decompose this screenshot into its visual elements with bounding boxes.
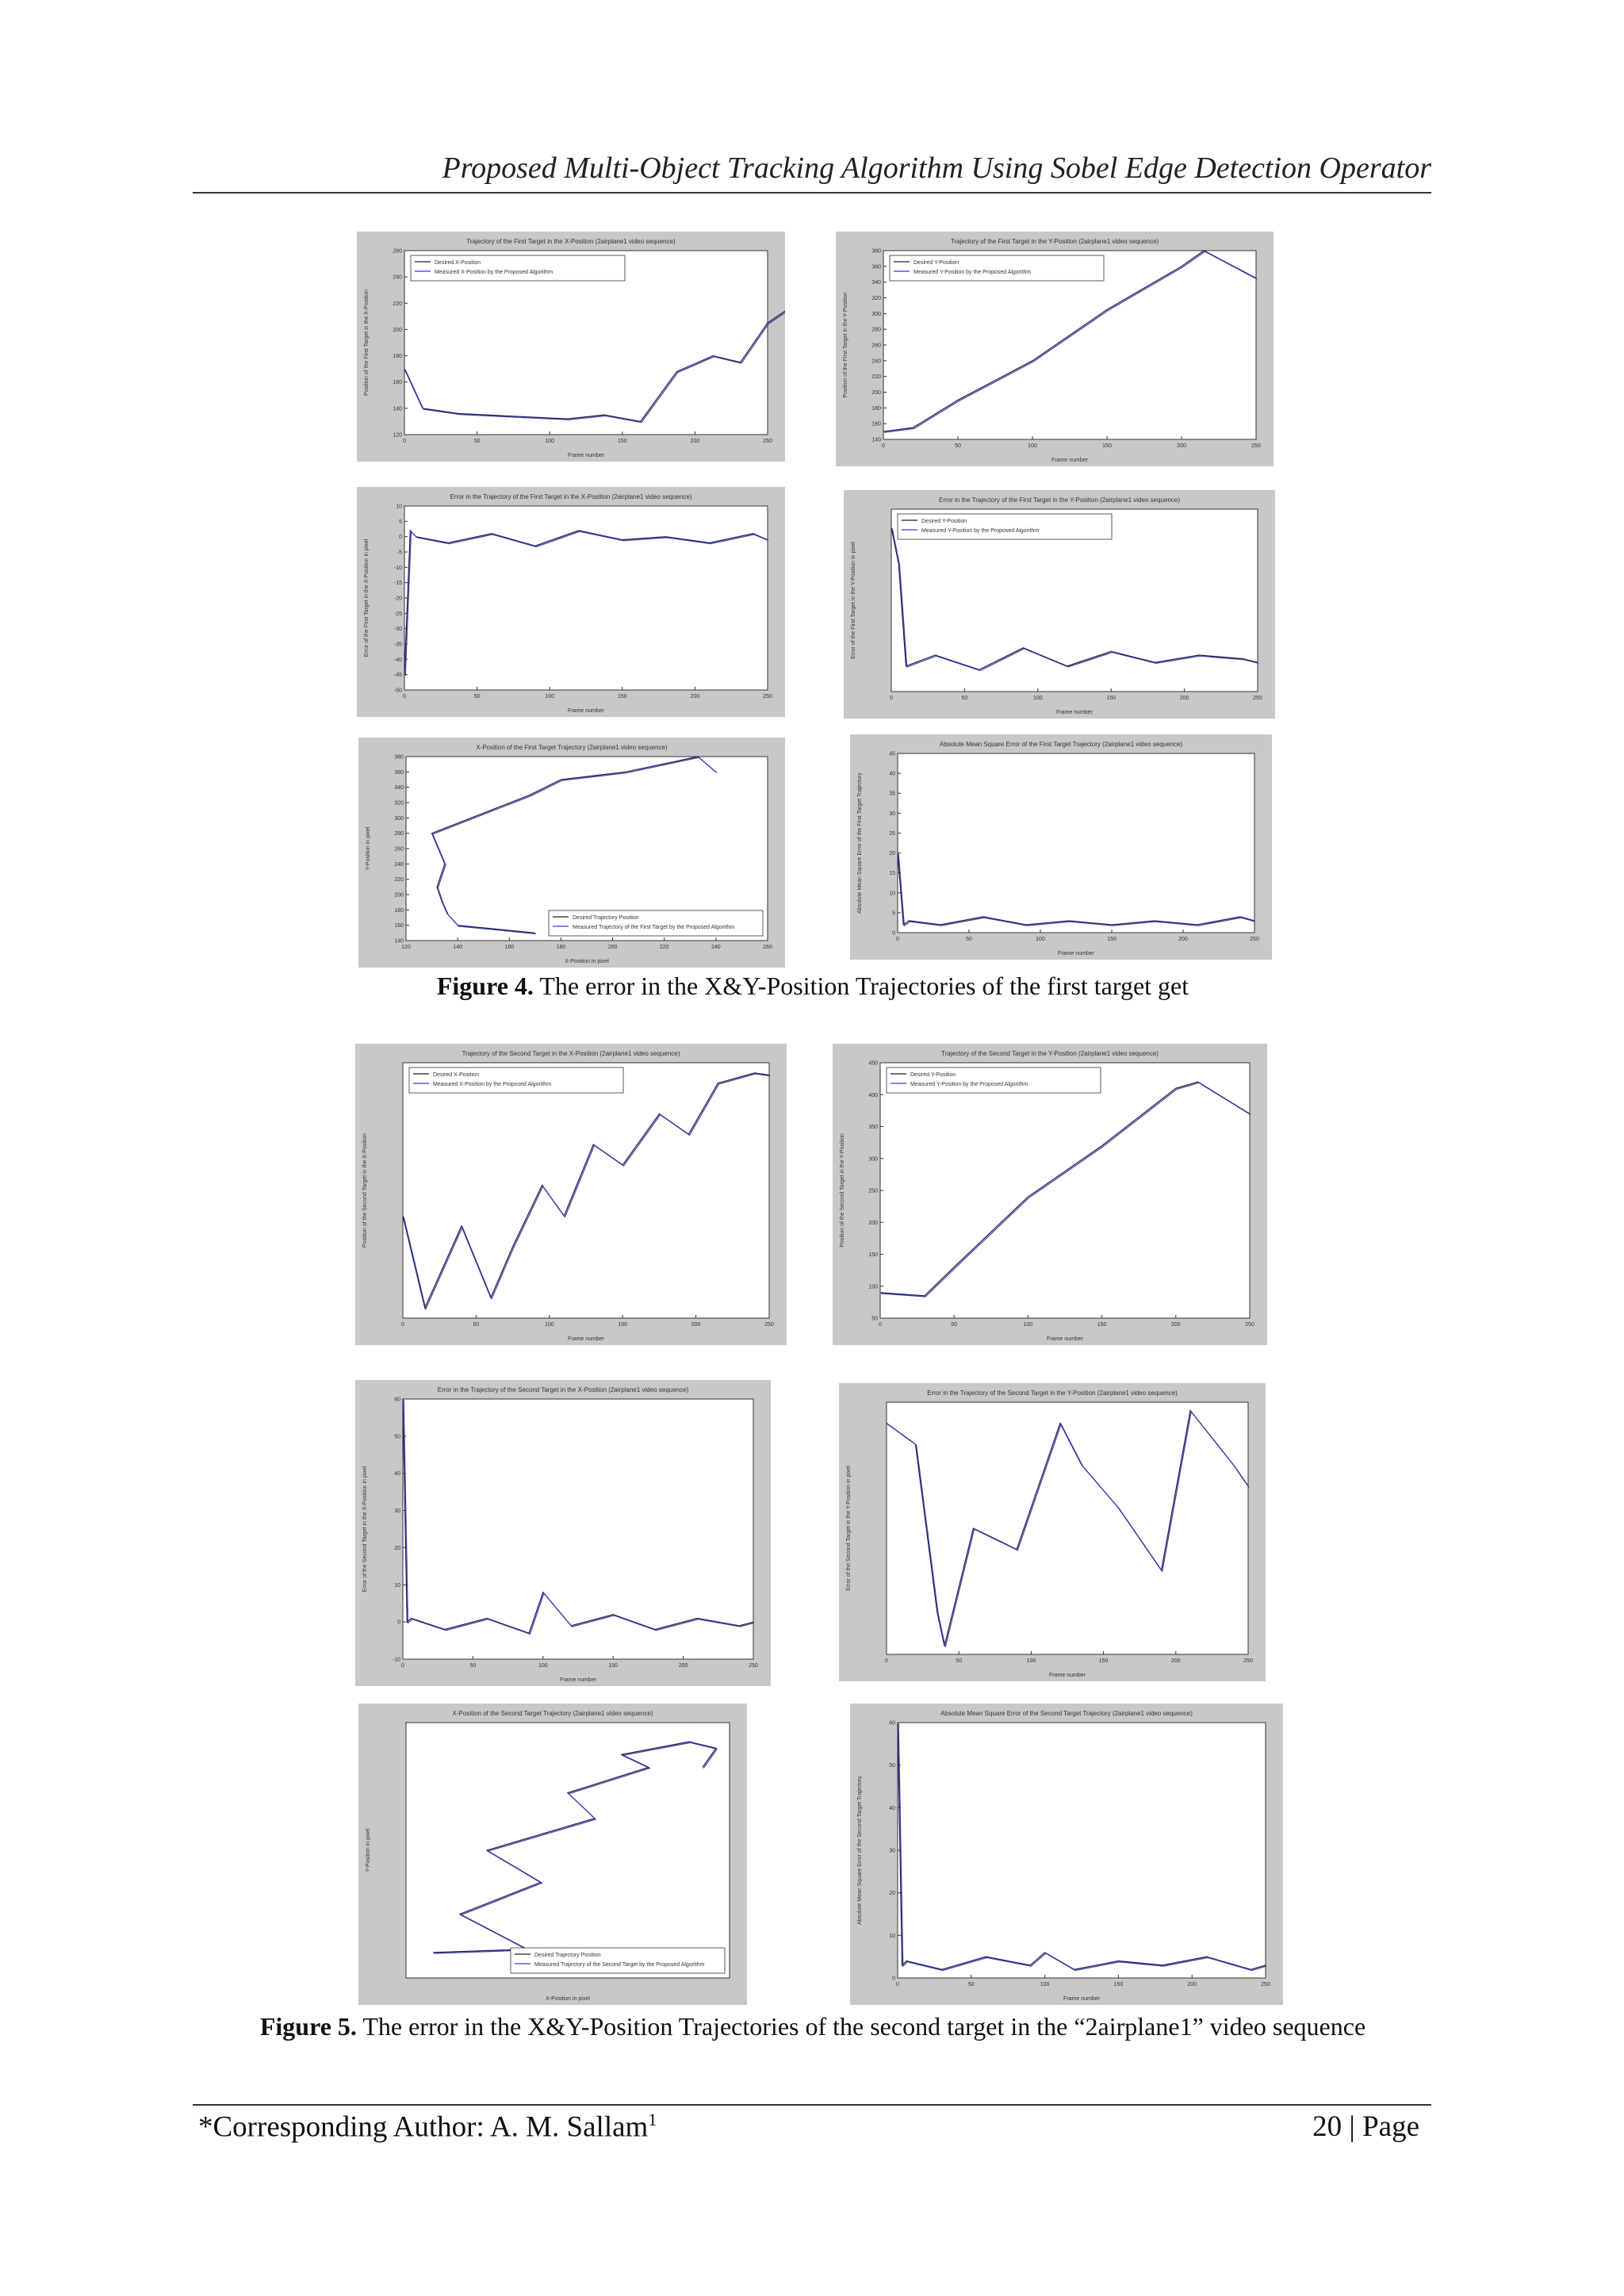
y-tick-label: 180 <box>871 405 881 412</box>
chart-svg <box>357 232 785 462</box>
y-tick-label: 140 <box>393 406 402 412</box>
x-tick-label: 100 <box>1026 1658 1036 1664</box>
x-tick-label: 0 <box>403 439 406 444</box>
chart-title: Error in the Trajectory of the Second Target in the X-Position (2airplane1 video sequence) <box>437 1386 689 1393</box>
x-tick-label: 140 <box>453 945 462 950</box>
chart-svg <box>850 734 1272 960</box>
y-tick-label: 280 <box>871 327 881 333</box>
y-tick-label: 40 <box>889 771 895 777</box>
legend-item: Measured Y-Position by the Proposed Algorithm <box>921 528 1040 534</box>
x-tick-label: 180 <box>556 945 566 950</box>
x-tick-label: 160 <box>504 945 515 950</box>
y-tick-label: 140 <box>871 437 881 443</box>
y-tick-label: -5 <box>396 550 402 556</box>
y-tick-label: 400 <box>868 1092 878 1098</box>
chart-title: X-Position of the Second Target Trajectory (2airplane1 video sequence) <box>452 1710 653 1717</box>
y-tick-label: 60 <box>394 1397 400 1403</box>
x-tick-label: 220 <box>659 945 669 950</box>
y-tick-label: 0 <box>397 1619 400 1626</box>
x-tick-label: 50 <box>951 1322 958 1328</box>
chart-title: Absolute Mean Square Error of the First Target Trajectory (2airplane1 video sequence) <box>939 741 1183 748</box>
chart-panel <box>839 1383 1266 1681</box>
x-tick-label: 0 <box>882 443 885 449</box>
y-tick-label: 220 <box>394 877 404 884</box>
x-tick-label: 100 <box>1023 1322 1033 1328</box>
x-axis-label: Frame number <box>1051 458 1088 463</box>
x-tick-label: 150 <box>1113 1982 1124 1987</box>
x-axis-label: X-Position in pixel <box>546 1996 590 2002</box>
y-tick-label: -50 <box>393 688 402 694</box>
x-tick-label: 250 <box>763 439 772 444</box>
y-tick-label: 300 <box>394 815 404 822</box>
chart-title: Error in the Trajectory of the First Target in the Y-Position (2airplane1 video sequence) <box>938 496 1181 504</box>
chart-svg <box>358 738 785 968</box>
y-tick-label: 180 <box>393 354 402 360</box>
chart-panel <box>355 1380 771 1686</box>
y-tick-label: -40 <box>393 657 402 663</box>
y-tick-label: 40 <box>889 1805 895 1811</box>
plot-area <box>898 1723 1266 1978</box>
x-tick-label: 100 <box>544 1322 554 1328</box>
y-tick-label: 260 <box>871 343 881 349</box>
x-tick-label: 150 <box>1097 1322 1107 1328</box>
y-tick-label: 50 <box>871 1316 878 1322</box>
x-tick-label: 50 <box>469 1663 477 1669</box>
x-tick-label: 200 <box>1187 1982 1197 1987</box>
y-axis-label: Position of the First Target in the Y-Position <box>843 292 848 398</box>
x-tick-label: 50 <box>473 694 481 700</box>
y-tick-label: 450 <box>868 1060 878 1067</box>
y-tick-label: 240 <box>394 861 404 868</box>
chart-panel <box>836 232 1274 466</box>
y-tick-label: 10 <box>889 1933 895 1939</box>
legend <box>409 1068 623 1093</box>
chart-title: Error in the Trajectory of the Second Target in the Y-Position (2airplane1 video sequence) <box>927 1389 1178 1397</box>
x-tick-label: 150 <box>1102 443 1112 449</box>
y-tick-label: 320 <box>871 296 881 301</box>
x-tick-label: 50 <box>966 937 972 942</box>
y-tick-label: -45 <box>393 673 402 679</box>
x-tick-label: 100 <box>1028 443 1037 449</box>
chart-svg <box>358 1704 747 2005</box>
figure4-caption: Figure 4. The error in the X&Y-Position Trajectories of the first target get <box>436 972 1189 1000</box>
y-tick-label: -10 <box>393 565 402 571</box>
x-tick-label: 100 <box>545 439 555 444</box>
y-axis-label: Position of the Second Target in the X-Position <box>362 1133 368 1248</box>
x-tick-label: 100 <box>538 1663 548 1669</box>
y-axis-label: Position of the Second Target in the Y-Position <box>840 1133 845 1248</box>
y-tick-label: 340 <box>394 785 404 792</box>
legend-item: Desired Trajectory Position <box>573 915 639 921</box>
x-axis-label: Frame number <box>1063 1996 1100 2002</box>
y-tick-label: -20 <box>393 596 402 602</box>
legend-item: Desired Y-Position <box>914 260 959 266</box>
chart-title: X-Position of the First Target Trajectory (2airplane1 video sequence) <box>476 744 668 751</box>
chart-panel <box>850 734 1272 960</box>
y-tick-label: 100 <box>868 1284 878 1290</box>
x-axis-label: Frame number <box>568 708 604 714</box>
x-tick-label: 150 <box>617 439 627 444</box>
x-tick-label: 250 <box>763 694 772 700</box>
y-tick-label: 10 <box>396 504 402 510</box>
y-tick-label: -35 <box>393 642 402 648</box>
x-axis-label: Frame number <box>1047 1336 1083 1342</box>
legend-item: Desired X-Position <box>435 260 481 266</box>
y-tick-label: 180 <box>394 907 404 914</box>
legend-item: Desired Trajectory Position <box>534 1953 601 1958</box>
y-tick-label: 320 <box>394 800 404 807</box>
x-axis-label: Frame number <box>1058 951 1094 956</box>
y-tick-label: -25 <box>393 611 402 617</box>
y-axis-label: Absolute Mean Square Error of the First Target Trajectory <box>857 772 863 914</box>
legend-box <box>887 1068 1101 1093</box>
chart-svg <box>833 1044 1267 1345</box>
y-tick-label: 0 <box>892 930 895 937</box>
y-tick-label: 220 <box>393 301 402 307</box>
x-axis-label: Frame number <box>1049 1673 1086 1678</box>
x-tick-label: 0 <box>896 937 899 942</box>
chart-panel <box>357 487 785 717</box>
chart-panel <box>355 1044 787 1345</box>
x-tick-label: 150 <box>1106 696 1116 701</box>
y-tick-label: 20 <box>394 1545 400 1551</box>
y-tick-label: 220 <box>871 374 881 381</box>
y-tick-label: -10 <box>392 1657 400 1663</box>
legend-item: Measured Trajectory of the Second Target by the Proposed Algorithm <box>534 1962 705 1968</box>
x-axis-label: Frame number <box>560 1677 596 1683</box>
x-tick-label: 250 <box>1261 1982 1270 1987</box>
y-axis-label: Error of the Second Target in the Y-Position in pixel <box>846 1466 852 1591</box>
x-tick-label: 200 <box>691 1322 701 1328</box>
y-tick-label: 150 <box>868 1252 878 1258</box>
legend <box>887 1068 1101 1093</box>
chart-panel <box>844 490 1275 719</box>
legend-item: Measured Trajectory of the First Target by the Proposed Algorithm <box>573 925 735 930</box>
x-tick-label: 200 <box>1170 1322 1181 1328</box>
plot-area <box>880 1063 1250 1318</box>
x-tick-label: 120 <box>401 945 411 950</box>
y-tick-label: 10 <box>889 891 895 897</box>
y-tick-label: 240 <box>871 358 881 365</box>
header-rule <box>193 192 1431 194</box>
y-tick-label: 5 <box>892 910 895 917</box>
x-tick-label: 200 <box>690 439 700 444</box>
y-tick-label: 30 <box>394 1508 400 1515</box>
x-tick-label: 200 <box>690 694 700 700</box>
y-tick-label: 160 <box>393 380 402 386</box>
x-tick-label: 50 <box>955 443 961 449</box>
x-tick-label: 50 <box>961 696 968 701</box>
y-tick-label: 50 <box>394 1434 400 1440</box>
y-tick-label: 340 <box>871 280 881 286</box>
y-tick-label: 160 <box>871 421 881 427</box>
x-axis-label: Frame number <box>568 453 604 458</box>
y-tick-label: 40 <box>394 1471 400 1478</box>
legend-item: Measured X-Position by the Proposed Algorithm <box>435 270 553 275</box>
y-tick-label: -15 <box>393 581 402 587</box>
legend <box>511 1948 725 1973</box>
x-tick-label: 200 <box>678 1663 688 1669</box>
legend-box <box>898 514 1112 539</box>
legend-item: Desired Y-Position <box>910 1072 956 1078</box>
y-tick-label: 200 <box>868 1220 878 1226</box>
legend-box <box>409 1068 623 1093</box>
chart-svg <box>836 232 1274 466</box>
x-tick-label: 0 <box>401 1663 404 1669</box>
x-tick-label: 150 <box>1107 937 1116 942</box>
chart-title: Error in the Trajectory of the First Target in the X-Position (2airplane1 video sequence) <box>450 493 692 500</box>
y-tick-label: 350 <box>868 1125 878 1130</box>
y-tick-label: 50 <box>889 1763 895 1769</box>
legend-item: Measured X-Position by the Proposed Algorithm <box>433 1082 552 1087</box>
y-axis-label: Error of the First Target in the X-Position in pixel <box>364 539 370 657</box>
legend-box <box>411 255 625 281</box>
chart-panel <box>833 1044 1267 1345</box>
running-title: Proposed Multi-Object Tracking Algorithm Using Sobel Edge Detection Operator <box>442 151 1431 185</box>
x-tick-label: 200 <box>1179 696 1189 701</box>
y-axis-label: Error of the First Target in the Y-Position in pixel <box>851 542 856 659</box>
x-tick-label: 0 <box>890 696 893 701</box>
x-tick-label: 150 <box>617 694 627 700</box>
chart-title: Trajectory of the First Target in the Y-Position (2airplane1 video sequence) <box>950 238 1159 245</box>
y-tick-label: 380 <box>871 248 881 255</box>
x-tick-label: 0 <box>403 694 406 700</box>
x-axis-label: Frame number <box>568 1336 604 1342</box>
y-tick-label: 250 <box>868 1188 878 1194</box>
y-tick-label: 200 <box>393 327 402 333</box>
y-tick-label: 260 <box>394 846 404 853</box>
plot-area <box>403 1063 769 1318</box>
footer-rule <box>193 2104 1431 2106</box>
x-tick-label: 50 <box>473 1322 480 1328</box>
y-axis-label: Error of the Second Target in the X-Position in pixel <box>362 1466 368 1593</box>
y-tick-label: -30 <box>393 627 402 633</box>
y-tick-label: 45 <box>889 751 895 757</box>
chart-svg <box>850 1704 1283 2005</box>
y-tick-label: 360 <box>394 769 404 776</box>
legend-item: Measured Y-Position by the Proposed Algorithm <box>910 1082 1028 1087</box>
x-tick-label: 200 <box>1177 443 1186 449</box>
x-tick-label: 250 <box>1250 937 1259 942</box>
x-tick-label: 50 <box>967 1982 975 1987</box>
x-tick-label: 50 <box>473 439 481 444</box>
chart-panel <box>850 1704 1283 2005</box>
corresponding-author: *Corresponding Author: A. M. Sallam$^1$ <box>198 2110 657 2144</box>
x-tick-label: 100 <box>1040 1982 1050 1987</box>
y-tick-label: 0 <box>399 535 402 541</box>
x-tick-label: 0 <box>885 1658 888 1664</box>
plot-area <box>404 506 768 690</box>
figure5-caption: Figure 5. The error in the X&Y-Position Trajectories of the second target in the “2airplane1” video sequence <box>259 2012 1366 2041</box>
page-number: 20 | Page <box>1312 2110 1419 2143</box>
y-axis-label: Y-Position in pixel <box>366 826 371 871</box>
legend <box>549 910 763 936</box>
x-axis-label: Frame number <box>1056 710 1093 715</box>
x-tick-label: 250 <box>1245 1322 1254 1328</box>
x-tick-label: 0 <box>896 1982 899 1987</box>
legend-box <box>549 910 763 936</box>
y-tick-label: 200 <box>394 892 404 899</box>
x-tick-label: 100 <box>1036 937 1045 942</box>
chart-svg <box>355 1380 771 1686</box>
y-tick-label: 140 <box>394 938 404 945</box>
y-axis-label: Position of the First Target in the X-Position <box>364 289 370 397</box>
legend <box>411 255 625 281</box>
x-tick-label: 100 <box>545 694 555 700</box>
y-tick-label: 10 <box>394 1582 400 1589</box>
x-tick-label: 250 <box>749 1663 758 1669</box>
y-tick-label: 25 <box>889 830 895 837</box>
x-tick-label: 200 <box>607 945 618 950</box>
y-tick-label: 30 <box>889 1848 895 1854</box>
x-tick-label: 50 <box>956 1658 963 1664</box>
y-tick-label: 30 <box>889 811 895 817</box>
y-tick-label: 0 <box>892 1976 895 1982</box>
y-tick-label: 280 <box>394 831 404 838</box>
x-tick-label: 150 <box>1098 1658 1109 1664</box>
chart-svg <box>357 487 785 717</box>
plot-area <box>898 753 1254 933</box>
y-tick-label: 20 <box>889 851 895 857</box>
chart-panel <box>358 738 785 968</box>
x-tick-label: 250 <box>1251 443 1261 449</box>
x-tick-label: 200 <box>1178 937 1188 942</box>
y-tick-label: 380 <box>394 754 404 761</box>
chart-title: Trajectory of the Second Target in the Y-Position (2airplane1 video sequence) <box>941 1050 1159 1057</box>
x-tick-label: 250 <box>764 1322 774 1328</box>
legend-item: Desired Y-Position <box>921 519 967 524</box>
chart-svg <box>844 490 1275 719</box>
chart-title: Trajectory of the First Target in the X-Position (2airplane1 video sequence) <box>466 238 676 245</box>
y-axis-label: Y-Position in pixel <box>366 1828 371 1872</box>
y-tick-label: 120 <box>393 432 402 439</box>
legend-box <box>890 255 1104 281</box>
chart-svg <box>839 1383 1266 1681</box>
x-tick-label: 200 <box>1170 1658 1181 1664</box>
y-tick-label: 260 <box>393 248 402 255</box>
chart-panel <box>357 232 785 462</box>
x-tick-label: 150 <box>608 1663 619 1669</box>
y-tick-label: 200 <box>871 390 881 396</box>
legend-item: Measured Y-Position by the Proposed Algorithm <box>914 270 1032 275</box>
chart-title: Trajectory of the Second Target in the X-Position (2airplane1 video sequence) <box>462 1050 680 1057</box>
x-tick-label: 0 <box>879 1322 882 1328</box>
y-tick-label: 35 <box>889 791 895 797</box>
legend <box>890 255 1104 281</box>
legend <box>898 514 1112 539</box>
x-axis-label: X-Position in pixel <box>565 959 609 964</box>
y-tick-label: 5 <box>399 519 402 525</box>
legend-box <box>511 1948 725 1973</box>
y-tick-label: 60 <box>889 1720 895 1727</box>
plot-area <box>887 1402 1248 1654</box>
legend-item: Desired X-Position <box>433 1072 479 1078</box>
y-axis-label: Absolute Mean Square Error of the Second Target Trajectory <box>857 1776 863 1925</box>
x-tick-label: 240 <box>711 945 721 950</box>
y-tick-label: 360 <box>871 264 881 270</box>
y-tick-label: 300 <box>868 1156 878 1163</box>
chart-panel <box>358 1704 747 2005</box>
y-tick-label: 20 <box>889 1891 895 1897</box>
x-tick-label: 100 <box>1032 696 1043 701</box>
y-tick-label: 160 <box>394 923 404 930</box>
x-tick-label: 150 <box>618 1322 628 1328</box>
y-tick-label: 240 <box>393 274 402 281</box>
plot-area <box>406 1723 730 1978</box>
y-tick-label: 15 <box>889 871 895 877</box>
x-tick-label: 250 <box>1253 696 1262 701</box>
x-tick-label: 260 <box>763 945 772 950</box>
chart-title: Absolute Mean Square Error of the Second Target Trajectory (2airplane1 video sequence) <box>940 1710 1193 1717</box>
x-tick-label: 250 <box>1243 1658 1253 1664</box>
x-tick-label: 0 <box>401 1322 404 1328</box>
chart-svg <box>355 1044 787 1345</box>
y-tick-label: 300 <box>871 311 881 317</box>
